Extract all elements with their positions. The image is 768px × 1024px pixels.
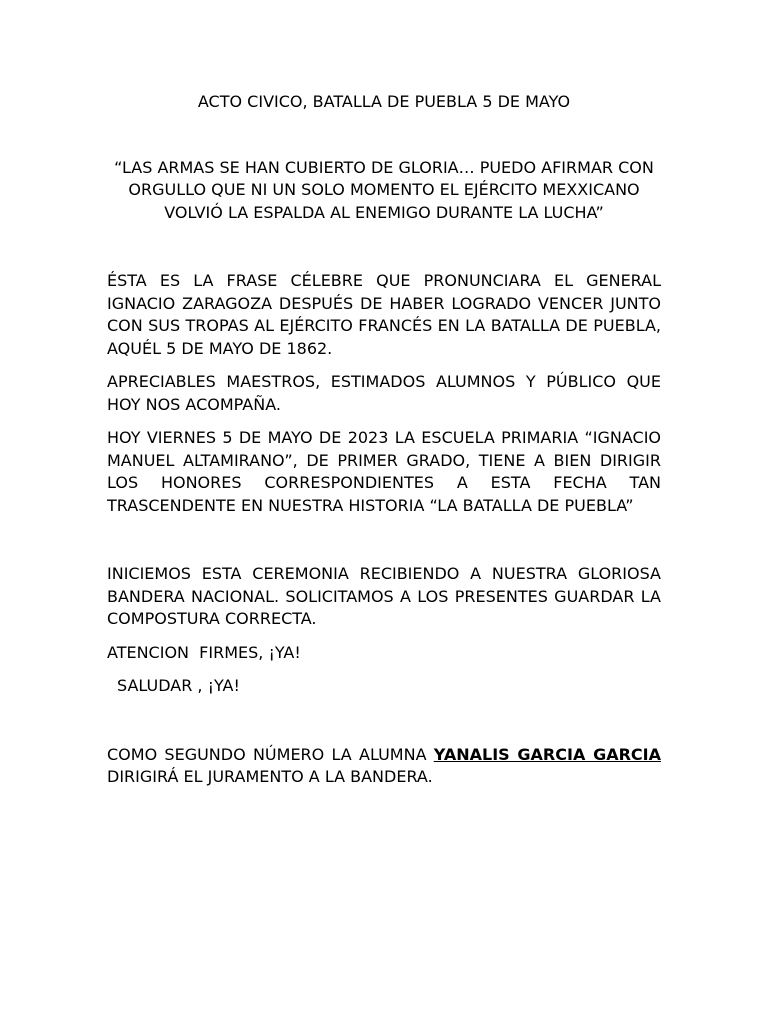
command-attention: ATENCION FIRMES, ¡YA! bbox=[107, 642, 301, 662]
zaragoza-quote: “LAS ARMAS SE HAN CUBIERTO DE GLORIA… PUEDO AFIRMAR CON ORGULLO QUE NI UN SOLO MOMENTO EL EJÉRCITO MEXXICANO VOLVIÓ LA ESPALDA AL ENEMIGO DURANTE LA LUCHA” bbox=[114, 157, 654, 222]
command-salute: SALUDAR , ¡YA! bbox=[117, 676, 240, 695]
paragraph-ceremony-start: INICIEMOS ESTA CEREMONIA RECIBIENDO A NUESTRA GLORIOSA BANDERA NACIONAL. SOLICITAMOS A LOS PRESENTES GUARDAR LA COMPOSTURA CORRECTA. bbox=[107, 564, 661, 628]
document-body bbox=[107, 91, 661, 789]
student-name: YANALIS GARCIA GARCIA bbox=[433, 744, 661, 764]
paragraph-school-honors: HOY VIERNES 5 DE MAYO DE 2023 LA ESCUELA PRIMARIA “IGNACIO MANUEL ALTAMIRANO”, DE PRIMER GRADO, TIENE A BIEN DIRIGIR LOS HONORES CORRESPONDIENTES A ESTA FECHA TAN TRASCENDENTE EN NUESTRA HISTORIA “LA BATALLA DE PUEBLA” bbox=[107, 428, 661, 515]
paragraph-famous-phrase: ÉSTA ES LA FRASE CÉLEBRE QUE PRONUNCIARA EL GENERAL IGNACIO ZARAGOZA DESPUÉS DE HABER LOGRADO VENCER JUNTO CON SUS TROPAS AL EJÉRCITO FRANCÉS EN LA BATALLA DE PUEBLA, AQUÉL 5 DE MAYO DE 1862. bbox=[107, 271, 661, 358]
oath-text-after: DIRIGIRÁ EL JURAMENTO A LA BANDERA. bbox=[107, 767, 433, 786]
oath-text-before: COMO SEGUNDO NÚMERO LA ALUMNA bbox=[107, 744, 434, 764]
paragraph-greeting: APRECIABLES MAESTROS, ESTIMADOS ALUMNOS Y PÚBLICO QUE HOY NOS ACOMPAÑA. bbox=[107, 372, 661, 414]
paragraph-oath bbox=[107, 744, 661, 789]
document-title: ACTO CIVICO, BATALLA DE PUEBLA 5 DE MAYO bbox=[197, 92, 571, 111]
